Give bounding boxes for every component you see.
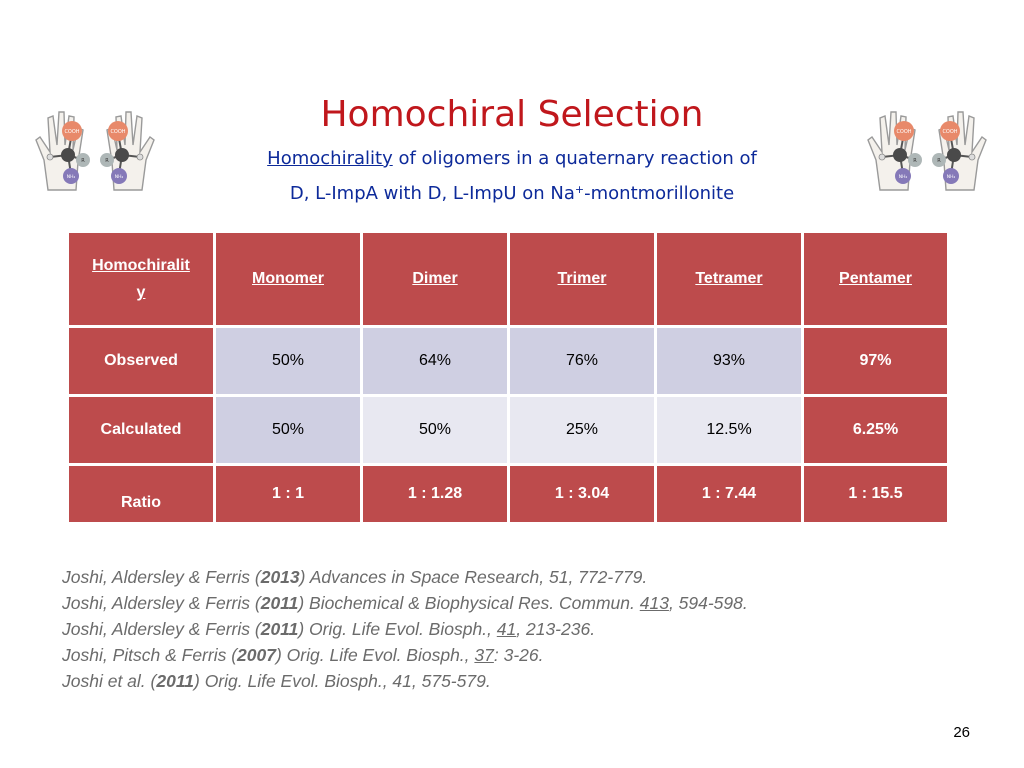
slide-title: Homochiral Selection bbox=[320, 94, 704, 135]
observed-monomer: 50% bbox=[215, 327, 362, 396]
ratio-tetramer: 1 : 7.44 bbox=[656, 465, 803, 524]
svg-text:COOH: COOH bbox=[896, 129, 912, 135]
subtitle-line-2 bbox=[0, 174, 1024, 209]
page-number: 26 bbox=[953, 724, 970, 741]
svg-text:NH₂: NH₂ bbox=[946, 175, 956, 180]
reference-volume-link[interactable]: 413 bbox=[639, 593, 669, 613]
subtitle-line-1-text: of oligomers in a quaternary reaction of bbox=[392, 148, 757, 169]
svg-text:R: R bbox=[937, 158, 941, 164]
references-list bbox=[62, 564, 982, 694]
calculated-monomer: 50% bbox=[215, 396, 362, 465]
header-monomer[interactable]: Monomer bbox=[215, 232, 362, 327]
reference-item: Joshi, Aldersley & Ferris (2011) Orig. Life Evol. Biosph., 41, 213-236. bbox=[62, 619, 596, 639]
calculated-dimer: 50% bbox=[362, 396, 509, 465]
reference-item: Joshi, Pitsch & Ferris (2007) Orig. Life Evol. Biosph., 37: 3-26. bbox=[62, 645, 544, 665]
calculated-pentamer: 6.25% bbox=[803, 396, 949, 465]
ratio-pentamer: 1 : 15.5 bbox=[803, 465, 949, 524]
observed-trimer: 76% bbox=[509, 327, 656, 396]
table-header-row bbox=[68, 232, 949, 327]
homochirality-link[interactable]: Homochirality bbox=[267, 148, 393, 169]
reference-item: Joshi, Aldersley & Ferris (2013) Advances in Space Research, 51, 772-779. bbox=[62, 567, 648, 587]
header-pentamer[interactable]: Pentamer bbox=[803, 232, 949, 327]
svg-text:COOH: COOH bbox=[64, 129, 80, 135]
row-label-observed: Observed bbox=[68, 327, 215, 396]
ratio-dimer: 1 : 1.28 bbox=[362, 465, 509, 524]
observed-tetramer: 93% bbox=[656, 327, 803, 396]
reference-item: Joshi et al. (2011) Orig. Life Evol. Biosph., 41, 575-579. bbox=[62, 671, 491, 691]
calculated-trimer: 25% bbox=[509, 396, 656, 465]
calculated-tetramer: 12.5% bbox=[656, 396, 803, 465]
reference-item: Joshi, Aldersley & Ferris (2011) Biochemical & Biophysical Res. Commun. 413, 594-598. bbox=[62, 593, 748, 613]
table-row-ratio bbox=[68, 465, 949, 524]
header-dimer[interactable]: Dimer bbox=[362, 232, 509, 327]
subtitle-line-2-end: -montmorillonite bbox=[584, 183, 735, 204]
svg-text:R: R bbox=[105, 158, 109, 164]
reference-volume-link[interactable]: 37 bbox=[474, 645, 494, 665]
reference-volume-link[interactable]: 41 bbox=[496, 619, 517, 639]
homochirality-table bbox=[66, 230, 950, 525]
svg-text:COOH: COOH bbox=[942, 129, 958, 135]
subtitle-line-2-text: D, L-ImpA with D, L-ImpU on Na bbox=[289, 183, 575, 204]
svg-text:NH₂: NH₂ bbox=[898, 175, 908, 180]
row-label-ratio: Ratio bbox=[68, 465, 215, 524]
row-label-calculated: Calculated bbox=[68, 396, 215, 465]
subtitle-line-1 bbox=[0, 143, 1024, 174]
svg-text:R: R bbox=[81, 158, 85, 164]
slide-subtitle bbox=[0, 143, 1024, 209]
sodium-charge-superscript: + bbox=[574, 183, 585, 196]
svg-text:COOH: COOH bbox=[110, 129, 126, 135]
header-homochirality[interactable]: Homochiralit y bbox=[68, 232, 215, 327]
header-trimer[interactable]: Trimer bbox=[509, 232, 656, 327]
table-row-observed bbox=[68, 327, 949, 396]
table-row-calculated bbox=[68, 396, 949, 465]
observed-pentamer: 97% bbox=[803, 327, 949, 396]
ratio-monomer: 1 : 1 bbox=[215, 465, 362, 524]
svg-text:R: R bbox=[913, 158, 917, 164]
svg-text:NH₂: NH₂ bbox=[66, 175, 76, 180]
observed-dimer: 64% bbox=[362, 327, 509, 396]
svg-text:NH₂: NH₂ bbox=[114, 175, 124, 180]
header-tetramer[interactable]: Tetramer bbox=[656, 232, 803, 327]
ratio-trimer: 1 : 3.04 bbox=[509, 465, 656, 524]
